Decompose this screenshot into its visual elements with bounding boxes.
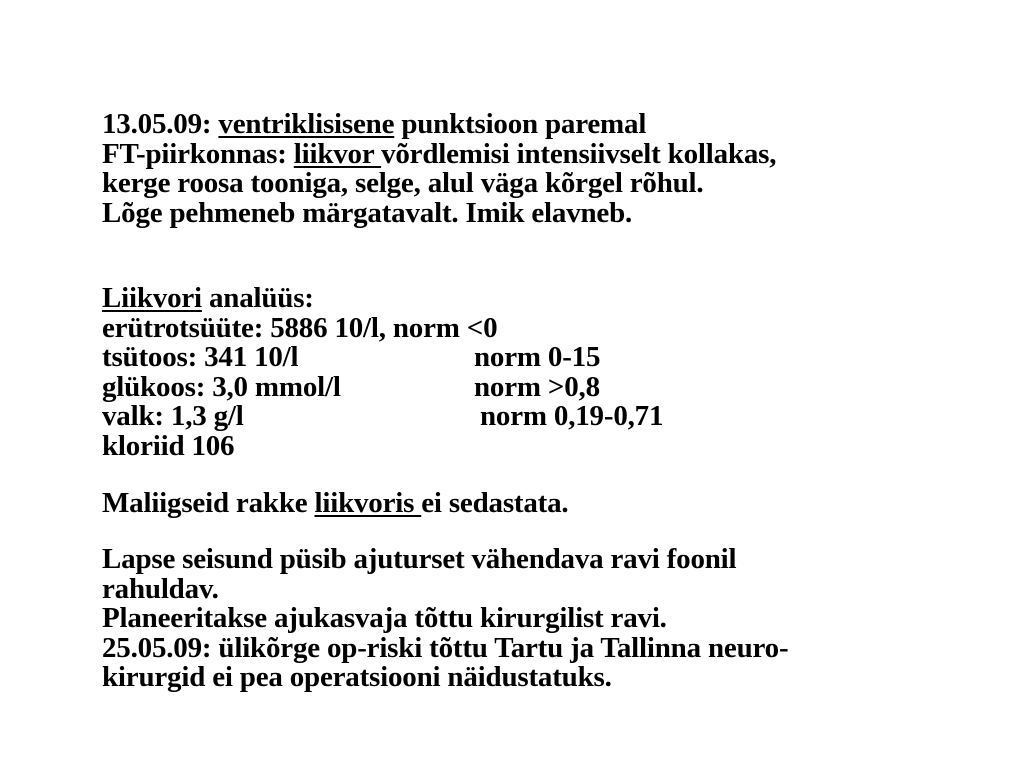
malignant-pre: Maliigseid rakke	[102, 487, 315, 519]
procedure-line-2	[102, 137, 777, 170]
procedure-line-1	[102, 110, 776, 140]
status-line-5: kirurgid ei pea operatsiooni näidustatuks.	[102, 661, 612, 693]
procedure-line-2-rest: võrdlemisi intensiivselt kollakas,	[381, 137, 777, 170]
status-paragraph	[102, 545, 788, 693]
analysis-row-label: glükoos: 3,0 mmol/l	[102, 370, 341, 403]
analysis-title-rest: analüüs:	[201, 282, 314, 314]
status-line-1: Lapse seisund püsib ajuturset vähendava ravi foonil	[102, 543, 737, 575]
procedure-line-2-pre: FT-piirkonnas:	[102, 137, 294, 170]
procedure-line-3: kerge roosa tooniga, selge, alul väga kõrgel rõhul.	[102, 167, 704, 199]
underlined-term-ventriklisisene: ventriklisisene	[218, 108, 395, 140]
analysis-row-protein	[102, 400, 664, 432]
analysis-row-cytosis	[102, 341, 601, 373]
analysis-row-erythrocytes	[102, 311, 498, 344]
analysis-row-norm: norm 0,19-0,71	[480, 400, 664, 432]
underlined-term-liikvoris: liikvoris	[314, 487, 422, 519]
analysis-row-glucose	[102, 370, 600, 403]
analysis-row-label: valk: 1,3 g/l	[102, 400, 244, 432]
procedure-paragraph	[102, 110, 776, 228]
analysis-row-chloride	[102, 429, 497, 462]
procedure-line-4: Lõge pehmeneb märgatavalt. Imik elavneb.	[102, 196, 633, 229]
analysis-row-label: tsütoos: 341 10/l	[102, 341, 299, 373]
procedure-date: 13.05.09:	[102, 108, 219, 140]
underlined-term-liikvor: liikvor	[293, 137, 382, 170]
analysis-row-norm: norm 0-15	[474, 341, 601, 373]
status-line-3: Planeeritakse ajukasvaja tõttu kirurgilist ravi.	[102, 602, 667, 634]
malignant-text	[102, 489, 568, 519]
status-line-4: 25.05.09: ülikõrge op-riski tõttu Tartu ja Tallinna neuro-	[102, 631, 789, 664]
malignant-cells-line	[102, 489, 568, 519]
status-line-2: rahuldav.	[102, 572, 219, 605]
analysis-row-label: kloriid 106	[102, 429, 235, 462]
analysis-row-label: erütrotsüüte: 5886 10/l, norm <0	[102, 311, 498, 344]
analysis-section	[102, 282, 664, 462]
malignant-rest: ei sedastata.	[421, 487, 569, 519]
analysis-title	[102, 284, 497, 314]
analysis-row-norm: norm >0,8	[474, 370, 600, 403]
underlined-term-liikvori: Liikvori	[102, 282, 202, 314]
procedure-line-1-rest: punktsioon paremal	[394, 108, 647, 140]
